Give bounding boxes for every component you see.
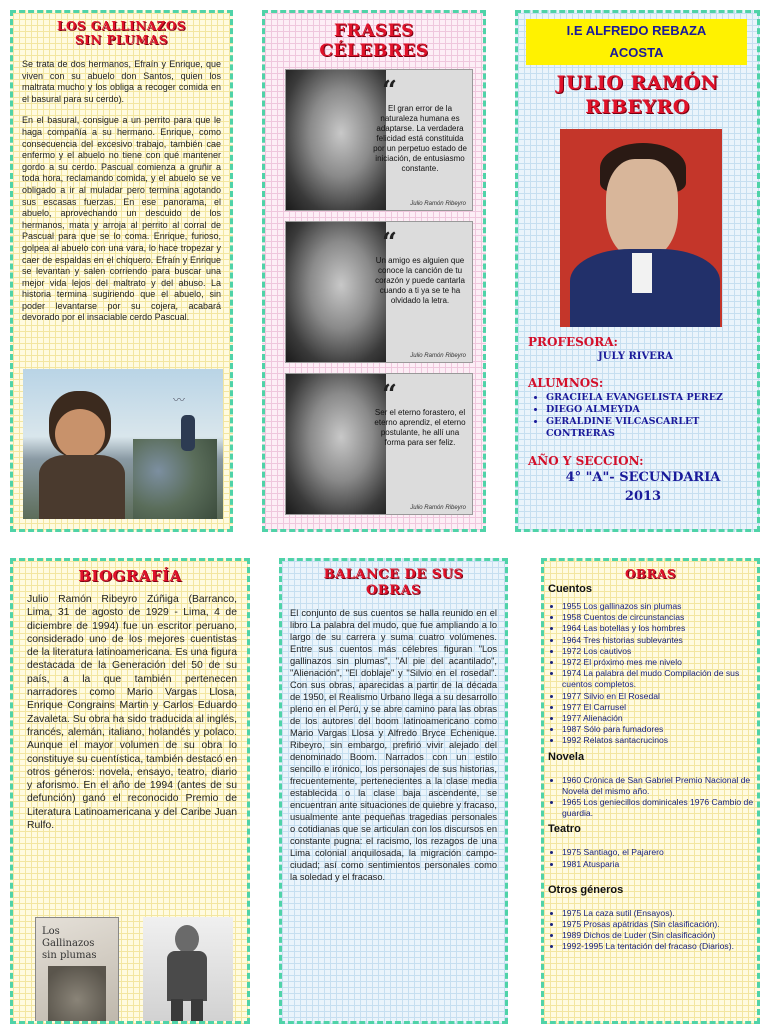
obra-item: • 1987 Sólo para fumadores bbox=[562, 724, 757, 735]
quote-signature: Julio Ramón Ribeyro bbox=[410, 505, 466, 511]
quote-mark-icon: “ bbox=[382, 76, 397, 106]
profesora-label: PROFESORA: bbox=[528, 335, 618, 349]
balance-panel bbox=[279, 558, 508, 1024]
alumno-item: • GRACIELA EVANGELISTA PEREZ bbox=[546, 392, 758, 404]
gallinazos-title: LOS GALLINAZOS SIN PLUMAS bbox=[57, 19, 186, 47]
obra-item: • 1975 Prosas apátridas (Sin clasificación). bbox=[562, 919, 757, 930]
anio-text: 2013 bbox=[624, 489, 662, 504]
book-title: Los Gallinazos sin plumas bbox=[42, 926, 97, 961]
obra-item: • 1960 Crónica de San Gabriel Premio Nacional de Novela del mismo año. bbox=[562, 775, 757, 797]
obra-item: • 1974 La palabra del mudo Compilación de sus cuentos completos. bbox=[562, 668, 757, 690]
biografia-panel bbox=[10, 558, 250, 1024]
teatro-heading: Teatro bbox=[548, 823, 581, 836]
cuentos-list bbox=[544, 601, 757, 747]
obra-item: • 1972 El próximo mes me nivelo bbox=[562, 657, 757, 668]
obras-title: OBRAS bbox=[624, 567, 677, 581]
obra-item: • 1972 Los cautivos bbox=[562, 646, 757, 657]
otros-list bbox=[544, 908, 757, 953]
obra-item: • 1981 Atusparia bbox=[562, 859, 757, 870]
balance-title: BALANCE DE SUS OBRAS bbox=[323, 567, 464, 598]
cuentos-heading: Cuentos bbox=[548, 583, 592, 595]
frases-panel bbox=[262, 10, 486, 532]
balance-text: El conjunto de sus cuentos se halla reunido en el libro La palabra del mudo, que fue ampliando a lo largo de su carrera y suma cuatro volúmenes. Entre sus cuentos más célebres figuran "Los gallinazos sin plumas", "Al pie del acantilado", "Alienación", "El doblaje" y "Silvio en el rosedal". Con sus obras, aparecidas a partir de la década de 1950, el Realismo Urbano llega a su desarrollo pleno en el Perú, y se abre camino para las obras de los autores del boom latinoamericano como Mario Vargas Llosa y Alfredo Bryce Echenique. Ribeyro, sin embargo, prefirió vivir alejado del denominado Boom. Narrados con un estilo sencillo e irónico, los personajes de sus historias, frecuentemente, pertenecientes a la clase media establecida o la clase baja ascendente, se encuentran ante situaciones de quiebre y fracaso, usualmente ante pequeñas tragedias personales o cotidianas que se articulan con los discursos en constante pugna: el racismo, los rezagos de una Lima colonial anquilosada, la migración campo-ciudad; así como sentimientos personales como la soledad y el fracaso. bbox=[290, 608, 497, 882]
quote-text: Un amigo es alguien que conoce la canción de tu corazón y puede cantarla cuando a ti ya se te ha olvidado la letra. bbox=[375, 256, 465, 305]
biografia-title: BIOGRAFÍA bbox=[78, 567, 182, 585]
obra-item: • 1964 Las botellas y los hombres bbox=[562, 623, 757, 634]
obra-item: • 1977 El Carrusel bbox=[562, 702, 757, 713]
quote-card bbox=[285, 221, 473, 363]
frases-title: FRASES CÉLEBRES bbox=[319, 21, 429, 61]
quote-mark-icon: “ bbox=[382, 380, 397, 410]
author-photo-bw bbox=[143, 917, 233, 1024]
teatro-list bbox=[544, 847, 757, 869]
obra-item: • 1965 Los geniecillos dominicales 1976 Cambio de guardia. bbox=[562, 797, 757, 819]
quote-card bbox=[285, 373, 473, 515]
obra-item: • 1955 Los gallinazos sin plumas bbox=[562, 601, 757, 612]
alumnos-label: ALUMNOS: bbox=[528, 376, 604, 390]
author-portrait bbox=[560, 129, 722, 327]
obra-item: • 1992 Relatos santacrucinos bbox=[562, 735, 757, 746]
anio-label: AÑO Y SECCION: bbox=[528, 454, 644, 468]
obra-item: • 1958 Cuentos de circunstancias bbox=[562, 612, 757, 623]
gallinazos-paragraph-2: En el basural, consigue a un perrito para que le haga compañía a su hermano. Enrique, como consecuencia del excesivo trabajo, también cae enfermo y el abuelo no tiene con qué mantener gordo a su cerdo. Pascual comienza a gruñir a toda hora, reclamando comida, y el abuelo se ve obligado a ir al muladar pero termina agotando sus escasas fuerzas. En ese panorama, el abuelo, aprovechando un descuido de los hermanos, mata y arroja al perrito al corral de Pascual para que se lo coma. Enrique, furioso, golpea al abuelo con una vara, lo hace tropezar y caer de espaldas en el chiquero. Efraín y Enrique se levantan y salen corriendo para buscar una mejor vida lejos del maltrato y del abuso. La historia termina sugiriendo que el abuelo, sin poder levantarse por su cojera, acabará devorado por el insaciable cerdo Pascual. bbox=[22, 115, 221, 323]
gallinazos-paragraph-1: Se trata de dos hermanos, Efraín y Enrique, que viven con su abuelo don Santos, quien los maltrata mucho y los obliga a recoger comida en el basural para su cerdo). bbox=[22, 59, 221, 104]
ribeyro-photo bbox=[286, 374, 386, 514]
alumno-item: • GERALDINE VILCASCARLET CONTRERAS bbox=[546, 416, 758, 440]
obra-item: • 1989 Dichos de Luder (Sin clasificación) bbox=[562, 930, 757, 941]
obra-item: • 1977 Silvio en El Rosedal bbox=[562, 691, 757, 702]
boy-illustration: 〰 bbox=[23, 369, 223, 519]
obra-item: • 1977 Alienación bbox=[562, 713, 757, 724]
quote-text: Ser el eterno forastero, el eterno aprendiz, el eterno postulante, he allí una forma para ser feliz. bbox=[374, 408, 466, 447]
alumno-item: • DIEGO ALMEYDA bbox=[546, 404, 758, 416]
cover-panel bbox=[515, 10, 760, 532]
obra-item: • 1992-1995 La tentación del fracaso (Diarios). bbox=[562, 941, 757, 952]
quote-text: El gran error de la naturaleza humana es adaptarse. La verdadera felicidad está constituida por un perpetuo estado de iniciación, de entusiasmo constante. bbox=[373, 104, 467, 173]
obra-item: • 1964 Tres historias sublevantes bbox=[562, 635, 757, 646]
novela-list bbox=[544, 775, 757, 820]
profesora-name: JULY RIVERA bbox=[598, 351, 673, 362]
alumnos-list bbox=[528, 392, 758, 440]
gallinazos-panel bbox=[10, 10, 233, 532]
obra-item: • 1975 Santiago, el Pajarero bbox=[562, 847, 757, 858]
ribeyro-photo bbox=[286, 70, 386, 210]
obras-panel bbox=[541, 558, 760, 1024]
obra-item: • 1975 La caza sutil (Ensayos). bbox=[562, 908, 757, 919]
quote-card bbox=[285, 69, 473, 211]
novela-heading: Novela bbox=[548, 750, 585, 763]
seccion-text: 4° "A"- SECUNDARIA bbox=[565, 470, 721, 485]
biografia-text: Julio Ramón Ribeyro Zúñiga (Barranco, Lima, 31 de agosto de 1929 - Lima, 4 de diciembre de 1994) fue un escritor peruano, considerado uno de los mejores cuentistas de la literatura latinoamericana. Es una figura destacada de la Generación del 50 de su país, a la que también pertenecen narradores como Mario Vargas Llosa, Enrique Congrains Martin y Carlos Eduardo Zavaleta. Su obra ha sido traducida al inglés, francés, alemán, italiano, holandés y polaco. Aunque el mayor volumen de su obra lo constituye su cuentística, también destacó en otros géneros: novela, ensayo, teatro, diario y aforismo. En el año de 1994 (antes de su defunción) ganó el reconocido Premio de Literatura Latinoamericana y del Caribe Juan Rulfo. bbox=[27, 594, 237, 832]
quote-mark-icon: “ bbox=[382, 228, 397, 258]
quote-signature: Julio Ramón Ribeyro bbox=[410, 201, 466, 207]
book-cover bbox=[35, 917, 119, 1024]
ribeyro-photo bbox=[286, 222, 386, 362]
otros-heading: Otros géneros bbox=[548, 883, 624, 896]
school-banner: I.E ALFREDO REBAZA ACOSTA bbox=[526, 19, 747, 65]
quote-signature: Julio Ramón Ribeyro bbox=[410, 353, 466, 359]
author-name: JULIO RAMÓN RIBEYRO bbox=[556, 72, 719, 118]
